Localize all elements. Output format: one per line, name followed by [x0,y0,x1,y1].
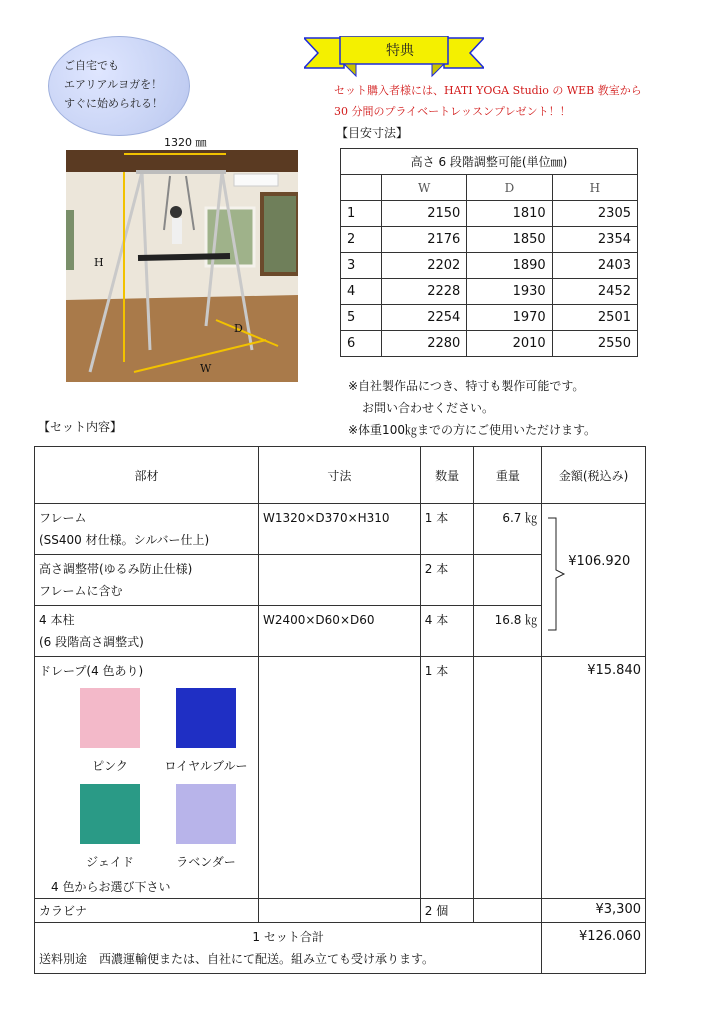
bonus-title: 特典 [386,43,414,59]
cell: 1850 [467,227,552,253]
bracket-icon [546,516,568,632]
set-label: 【セット内容】 [38,420,123,434]
cell: 1970 [467,305,552,331]
swatch-jade [65,784,155,870]
cell: 4 [341,279,382,305]
set-contents-table [34,446,646,974]
frame-name: フレーム [39,511,87,525]
frame-weight: 6.7 ㎏ [474,504,542,555]
cell: 2403 [552,253,637,279]
frame-spec: (SS400 材仕様。シルバー仕上) [39,533,210,547]
cell: 2228 [382,279,467,305]
table-row [35,504,646,555]
bonus-line-1: セット購入者様には、HATI YOGA Studio の WEB 教室から [334,84,642,97]
belt-name: 高さ調整帯(ゆるみ防止仕様) [39,562,193,576]
pillar-size: W2400×D60×D60 [258,606,420,657]
carabiner-name: カラビナ [35,899,259,923]
swatch-lavender [161,784,251,870]
cell: 2 [341,227,382,253]
pillar-qty: 4 本 [420,606,474,657]
col-header: 部材 [35,447,259,504]
cell: 1 [341,201,382,227]
swatch-image [176,784,236,844]
cell: 2550 [552,331,637,357]
total-label: 1 セット合計 [252,930,324,944]
photo-d-label: D [234,322,243,335]
table-row [35,923,646,974]
col-header: 重量 [474,447,542,504]
table-row [35,899,646,923]
col-header: H [552,175,637,201]
total-price: ¥126.060 [542,923,646,974]
table-row [341,331,638,357]
carabiner-price: ¥3,300 [542,899,646,923]
table-row [341,305,638,331]
swatch-label: ロイヤルブルー [164,759,248,773]
bubble-line: すぐに始められる！ [64,97,163,110]
belt-note: フレームに含む [39,584,123,598]
photo-w-label: W [200,362,212,375]
cell: 2354 [552,227,637,253]
drape-qty: 1 本 [420,657,474,899]
drape-name: ドレープ(4 色あり) [39,664,144,678]
pillar-name: 4 本柱 [39,613,75,627]
carabiner-qty: 2 個 [420,899,474,923]
cell: 2280 [382,331,467,357]
cell: 1890 [467,253,552,279]
cell: 2254 [382,305,467,331]
pillar-weight: 16.8 ㎏ [474,606,542,657]
col-header: 寸法 [258,447,420,504]
cell: 2176 [382,227,467,253]
note-contact: お問い合わせください。 [362,401,495,415]
bubble-line: エアリアルヨガを！ [64,78,163,91]
cell: 2501 [552,305,637,331]
col-header: 金額(税込み) [542,447,646,504]
bonus-line-2: 30 分間のプライベートレッスンプレゼント！！ [334,105,571,118]
cell: 1930 [467,279,552,305]
table-row [341,201,638,227]
frame-price-cell [542,504,646,657]
guide-label: 【目安寸法】 [336,126,409,140]
frame-size: W1320×D370×H310 [258,504,420,555]
table-row [341,253,638,279]
promo-bubble-text [64,56,184,113]
swatch-royal-blue [161,688,251,774]
bubble-line: ご自宅でも [64,59,119,72]
belt-qty: 2 本 [420,555,474,606]
col-header: 数量 [420,447,474,504]
dimensions-title: 高さ 6 段階調整可能(単位㎜) [341,149,638,175]
cell: 1810 [467,201,552,227]
dimensions-table [340,148,638,357]
note-weight: ※体重100㎏までの方にご使用いただけます。 [348,423,597,437]
cell: 5 [341,305,382,331]
cell: 2010 [467,331,552,357]
photo-h-label: H [94,256,104,269]
table-row [35,657,646,899]
swatch-image [80,784,140,844]
shipping-note: 送料別途 西濃運輸便または、自社にて配送。組み立ても受け承ります。 [39,952,435,966]
drape-choose: 4 色からお選び下さい [51,880,171,894]
drape-price: ¥15.840 [542,657,646,899]
cell: 6 [341,331,382,357]
note-custom: ※自社製作品につき、特寸も製作可能です。 [348,379,585,393]
swatch-image [80,688,140,748]
table-row [341,279,638,305]
col-header [341,175,382,201]
swatch-label: ピンク [92,759,128,773]
frame-price: ¥106.920 [568,554,631,569]
col-header: D [467,175,552,201]
cell: 2202 [382,253,467,279]
frame-qty: 1 本 [420,504,474,555]
cell: 2452 [552,279,637,305]
cell: 2150 [382,201,467,227]
col-header: W [382,175,467,201]
swatch-image [176,688,236,748]
table-row [341,227,638,253]
swatch-label: ラベンダー [176,855,236,869]
pillar-spec: (6 段階高さ調整式) [39,635,144,649]
swatch-label: ジェイド [86,855,134,869]
cell: 2305 [552,201,637,227]
cell: 3 [341,253,382,279]
swatch-pink [65,688,155,774]
photo-width-label: 1320 ㎜ [164,136,207,149]
